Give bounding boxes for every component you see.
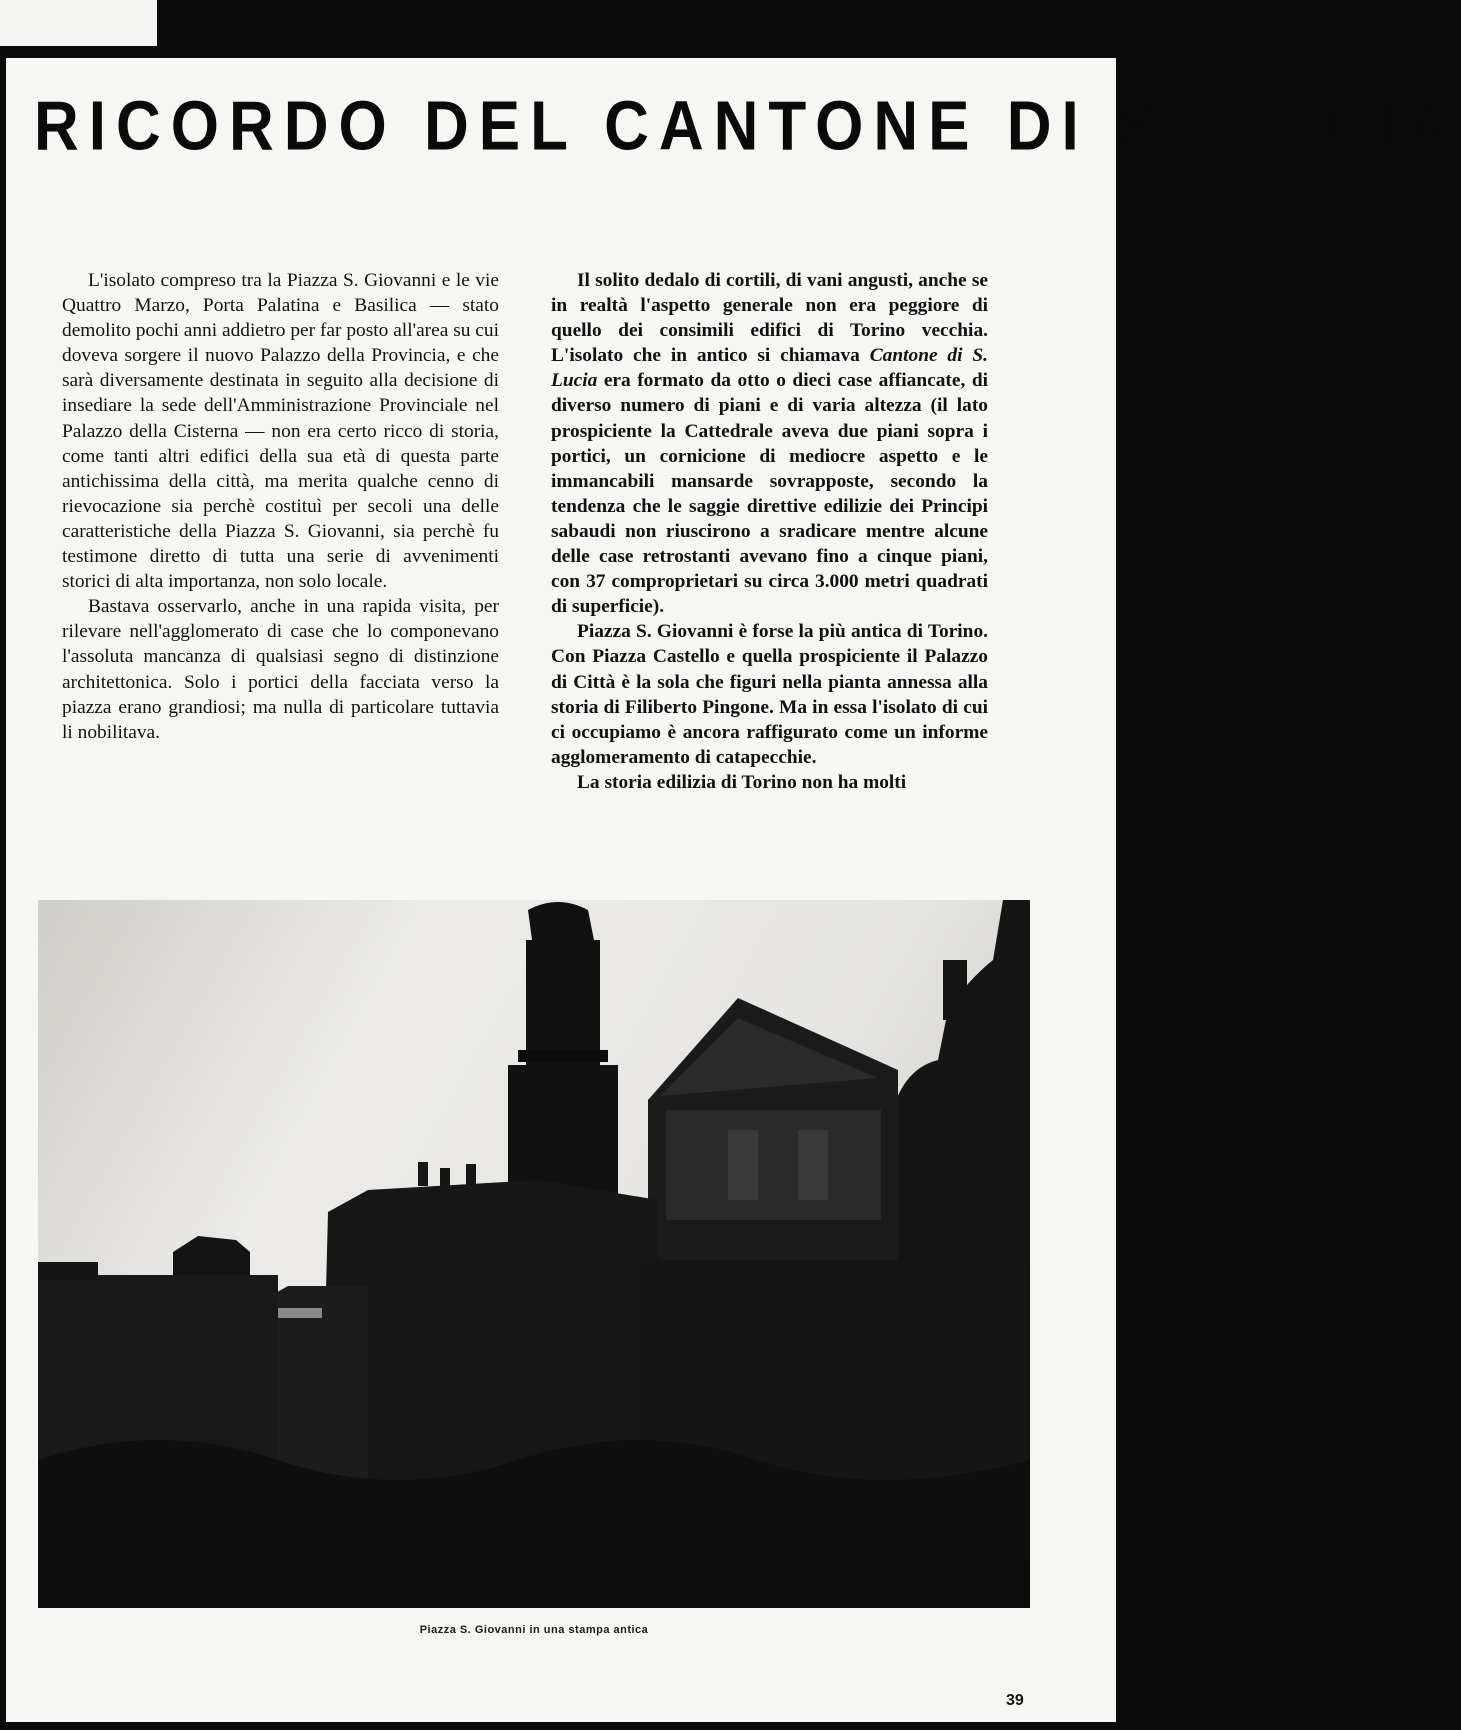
photo-facade-window <box>728 1130 758 1200</box>
piazza-illustration <box>38 900 1030 1608</box>
page-sheet <box>6 58 1461 1722</box>
photo-tower-cornice <box>518 1050 608 1062</box>
photo-caption: Piazza S. Giovanni in una stampa antica <box>419 1624 649 1636</box>
right-column <box>551 268 988 795</box>
photo-left-roofline <box>38 1262 98 1280</box>
photo-cupola <box>943 960 967 1020</box>
photo-chimney <box>466 1164 476 1186</box>
photo-chimney <box>440 1168 450 1188</box>
photo-lit-window <box>276 1308 322 1318</box>
photo-chimney <box>418 1162 428 1186</box>
left-paragraph-1: L'isolato compreso tra la Piazza S. Giovanni e le vie Quattro Marzo, Porta Palatina e Basilica — stato demolito pochi anni addietro per far posto all'area su cui doveva sorgere il nuovo Palazzo della Provincia, e che sarà diversamente destinata in seguito alla decisione di insediare la sede dell'Amministrazione Provinciale nel Palazzo della Cisterna — non era certo ricco di storia, come tanti altri edifici della sua età di questa parte antichissima della città, ma merita qualche cenno di rievocazione sia perchè costituì per secoli una delle caratteristiche della Piazza S. Giovanni, sia perchè fu testimone diretto di tutta una serie di avvenimenti storici di alta importanza, non solo locale. <box>62 270 499 593</box>
left-column <box>62 268 499 745</box>
photo-facade-band <box>666 1110 881 1220</box>
right-paragraph-1 <box>551 268 988 619</box>
italic-place-name: Cantone di S. Lucia <box>551 345 988 392</box>
right-paragraph-2: Piazza S. Giovanni è forse la più antica di Torino. Con Piazza Castello e quella prospiciente il Palazzo di Città è la sola che figuri nella pianta annessa alla storia di Filiberto Pingone. Ma in essa l'isolato di cui ci occupiamo è ancora raffigurato come un informe agglomeramento di catapecchie. <box>551 621 988 768</box>
left-paragraph-2: Bastava osservarlo, anche in una rapida visita, per rilevare nell'agglomerato di case che lo componevano l'assoluta mancanza di qualsiasi segno di distinzione architettonica. Solo i portici della facciata verso la piazza erano grandiosi; ma nulla di particolare tuttavia li nobilitava. <box>62 596 499 743</box>
page-number: 39 <box>1006 1692 1024 1709</box>
historical-photo <box>38 900 1030 1608</box>
right-paragraph-3: La storia edilizia di Torino non ha molti <box>577 771 907 793</box>
corner-tab <box>0 0 157 46</box>
right-paragraph-1-text-b: era formato da otto o dieci case affiancate, di diverso numero di piani e di varia altezza (il lato prospiciente la Cattedrale aveva due piani sopra i portici, un cornicione di mediocre aspetto e le immancabili mansarde sovrapposte, secondo la tendenza che le saggie direttive edilizie dei Principi sabaudi non riuscirono a sradicare mentre alcune delle case retrostanti avevano fino a cinque piani, con 37 comproprietari su circa 3.000 metri quadrati di superficie). <box>551 370 988 618</box>
photo-facade-window <box>798 1130 828 1200</box>
right-paragraph-1-text-a: Il solito dedalo di cortili, di vani angusti, anche se in realtà l'aspetto generale non era peggiore di quello dei consimili edifici di Torino vecchia. L'isolato che in antico si chiamava <box>551 270 988 367</box>
article-title: RICORDO DEL CANTONE DI S. LUCIA <box>34 88 1461 166</box>
photo-ground <box>38 1560 1030 1608</box>
